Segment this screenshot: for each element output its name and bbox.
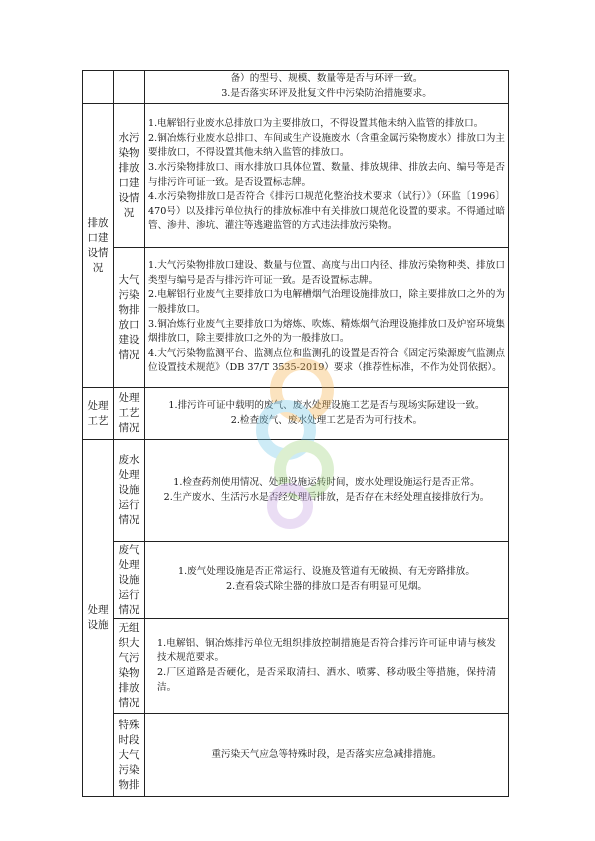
row-content	[145, 542, 509, 619]
content-line: 2.铜冶炼行业废水总排口、车间或生产设施废水（含重金属污染物废水）排放口为主要排放口，不得设置其他未纳入监管的排放口。	[148, 132, 505, 159]
content-line: 1.大气污染物排放口建设、数量与位置、高度与出口内径、排放污染物种类、排放口类型与编号是否与排污许可证一致。是否设置标志牌。	[148, 260, 505, 286]
row-content	[145, 440, 509, 542]
table-row	[83, 71, 509, 104]
content-line: 1.排污许可证中载明的废气、废水处理设施工艺是否与现场实际建设一致。	[168, 399, 485, 411]
table-row	[83, 440, 509, 542]
subsection-label: 特殊时段大气污染物排	[114, 714, 145, 797]
content-line: 2.厂区道路是否硬化，是否采取清扫、洒水、喷雾、移动吸尘等措施，保持清洁。	[157, 667, 496, 693]
content-line: 1.电解铝、铜冶炼排污单位无组织排放控制措施是否符合排污许可证申请与核发技术规范要求。	[157, 637, 496, 664]
content-line: 3.水污染物排放口、雨水排放口具体位置、数量、排放规律、排放去向、编号等是否与排污许可证一致。是否设置标志牌。	[148, 161, 505, 188]
row-content	[145, 71, 509, 104]
row-content	[145, 619, 509, 714]
section-label: 处理工艺	[83, 388, 114, 440]
content-line: 3.铜冶炼行业废气主要排放口为熔炼、吹炼、精炼烟气治理设施排放口及炉窑环境集烟排放口，除主要排放口之外的为一般排放口。	[148, 318, 505, 345]
inspection-table	[82, 70, 509, 797]
content-line: 2.查看袋式除尘器的排放口是否有明显可见烟。	[225, 581, 428, 592]
content-line: 4.水污染物排放口是否符合《排污口规范化整治技术要求（试行）》（环监〔1996〕470号）以及排污单位执行的排放标准中有关排放口规范化设置的要求。不得通过暗管、渗井、渗坑、灌注等逃避监管的方式违法排放污染物。	[148, 191, 505, 232]
subsection-label: 废水处理设施运行情况	[114, 440, 145, 542]
section-label: 排放口建设情况	[83, 104, 114, 388]
subsection-label: 水污染物排放口建设情况	[114, 104, 145, 248]
subsection-label: 大气污染物排放口建设情况	[114, 248, 145, 388]
content-line: 3.是否落实环评及批复文件中污染防治措施要求。	[221, 88, 432, 99]
content-line: 2.电解铝行业废气主要排放口为电解槽烟气治理设施排放口，除主要排放口之外的为一般排放口。	[148, 289, 505, 315]
empty-cell	[114, 71, 145, 104]
content-line: 备）的型号、规模、数量等是否与环评一致。	[230, 73, 423, 85]
subsection-label: 废气处理设施运行情况	[114, 542, 145, 619]
content-line: 4.大气污染物监测平台、监测点位和监测孔的设置是否符合《固定污染源废气监测点位设置技术规范》（DB 37/T 3535-2019）要求（推荐性标准，不作为处罚依据）。	[148, 347, 505, 374]
content-line: 2.检查废气、废水处理工艺是否为可行技术。	[230, 414, 423, 426]
content-line: 1.废气处理设施是否正常运行、设施及管道有无破损、有无旁路排放。	[178, 566, 475, 578]
table-row	[83, 104, 509, 248]
row-content	[145, 388, 509, 440]
content-line: 1.检查药剂使用情况、处理设施运转时间，废水处理设施运行是否正常。	[173, 476, 480, 488]
table-row	[83, 388, 509, 440]
subsection-label: 处理工艺情况	[114, 388, 145, 440]
content-line: 重污染天气应急等特殊时段，是否落实应急减排措施。	[211, 748, 442, 760]
row-content	[145, 248, 509, 388]
table-row	[83, 248, 509, 388]
row-content	[145, 104, 509, 248]
empty-cell	[83, 71, 114, 104]
table-row	[83, 619, 509, 714]
table-row	[83, 714, 509, 797]
subsection-label: 无组织大气污染物排放情况	[114, 619, 145, 714]
table-row	[83, 542, 509, 619]
content-line: 2.生产废水、生活污水是否经处理后排放，是否存在未经处理直接排放行为。	[163, 491, 490, 503]
row-content	[145, 714, 509, 797]
section-label: 处理设施	[83, 440, 114, 797]
content-line: 1.电解铝行业废水总排放口为主要排放口，不得设置其他未纳入监管的排放口。	[148, 118, 484, 130]
